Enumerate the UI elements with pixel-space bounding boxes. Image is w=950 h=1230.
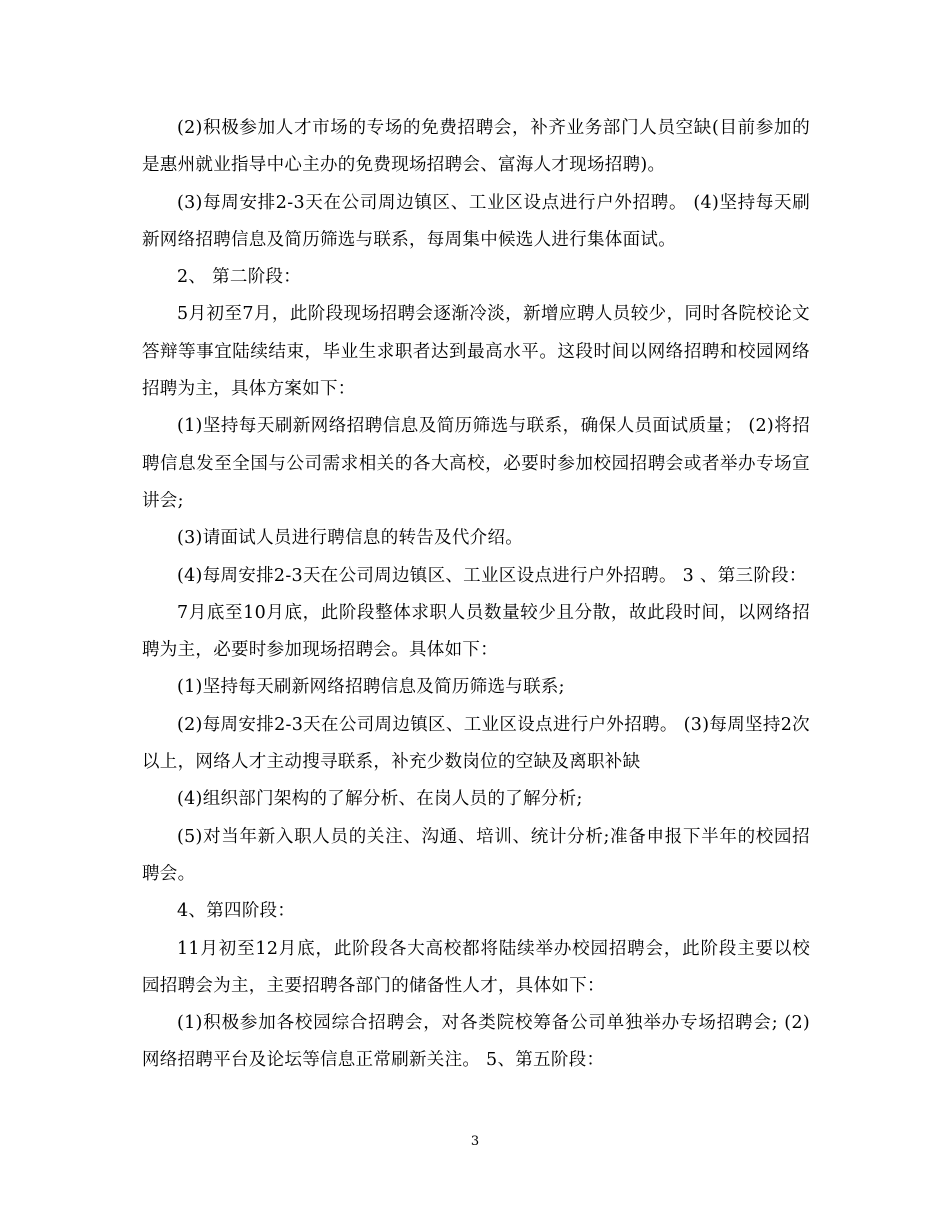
paragraph: (1)坚持每天刷新网络招聘信息及简历筛选与联系，确保人员面试质量； (2)将招聘信息发至全国与公司需求相关的各大高校，必要时参加校园招聘会或者举办专场宣讲会; [142,416,810,511]
paragraph: 5月初至7月，此阶段现场招聘会逐渐冷淡，新增应聘人员较少，同时各院校论文答辩等事宜陆续结束，毕业生求职者达到最高水平。这段时间以网络招聘和校园网络招聘为主，具体方案如下： [142,304,810,400]
paragraph: 11月初至12月底，此阶段各大高校都将陆续举办校园招聘会，此阶段主要以校园招聘会为主，主要招聘各部门的储备性人才，具体如下： [142,938,810,996]
paragraph: (1)积极参加各校园综合招聘会，对各类院校筹备公司单独举办专场招聘会; (2)网络招聘平台及论坛等信息正常刷新关注。 5、第五阶段： [142,1013,810,1071]
paragraph: (4)每周安排2-3天在公司周边镇区、工业区设点进行户外招聘。 3 、第三阶段： [177,565,807,586]
paragraph: (2)每周安排2-3天在公司周边镇区、工业区设点进行户外招聘。 (3)每周坚持2次以上，网络人才主动搜寻联系，补充少数岗位的空缺及离职补缺 [142,714,810,773]
page-number: 3 [470,1134,480,1149]
paragraph: (2)积极参加人才市场的专场的免费招聘会，补齐业务部门人员空缺(目前参加的是惠州就业指导中心主办的免费现场招聘会、富海人才现场招聘)。 [142,118,810,176]
document-body [142,110,810,1080]
paragraph: (3)每周安排2-3天在公司周边镇区、工业区设点进行户外招聘。 (4)坚持每天刷新网络招聘信息及简历筛选与联系，每周集中候选人进行集体面试。 [142,192,810,250]
paragraph: (5)对当年新入职人员的关注、沟通、培训、统计分析;准备申报下半年的校园招聘会。 [142,826,810,884]
paragraph: (4)组织部门架构的了解分析、在岗人员的了解分析; [177,789,583,810]
section-heading: 4、第四阶段： [177,901,296,922]
paragraph: (3)请面试人员进行聘信息的转告及代介绍。 [177,528,524,549]
paragraph: 7月底至10月底，此阶段整体求职人员数量较少且分散，故此段时间，以网络招聘为主，必要时参加现场招聘会。具体如下： [142,602,810,661]
paragraph: (1)坚持每天刷新网络招聘信息及简历筛选与联系; [177,677,565,698]
section-heading: 2、 第二阶段： [177,267,302,288]
